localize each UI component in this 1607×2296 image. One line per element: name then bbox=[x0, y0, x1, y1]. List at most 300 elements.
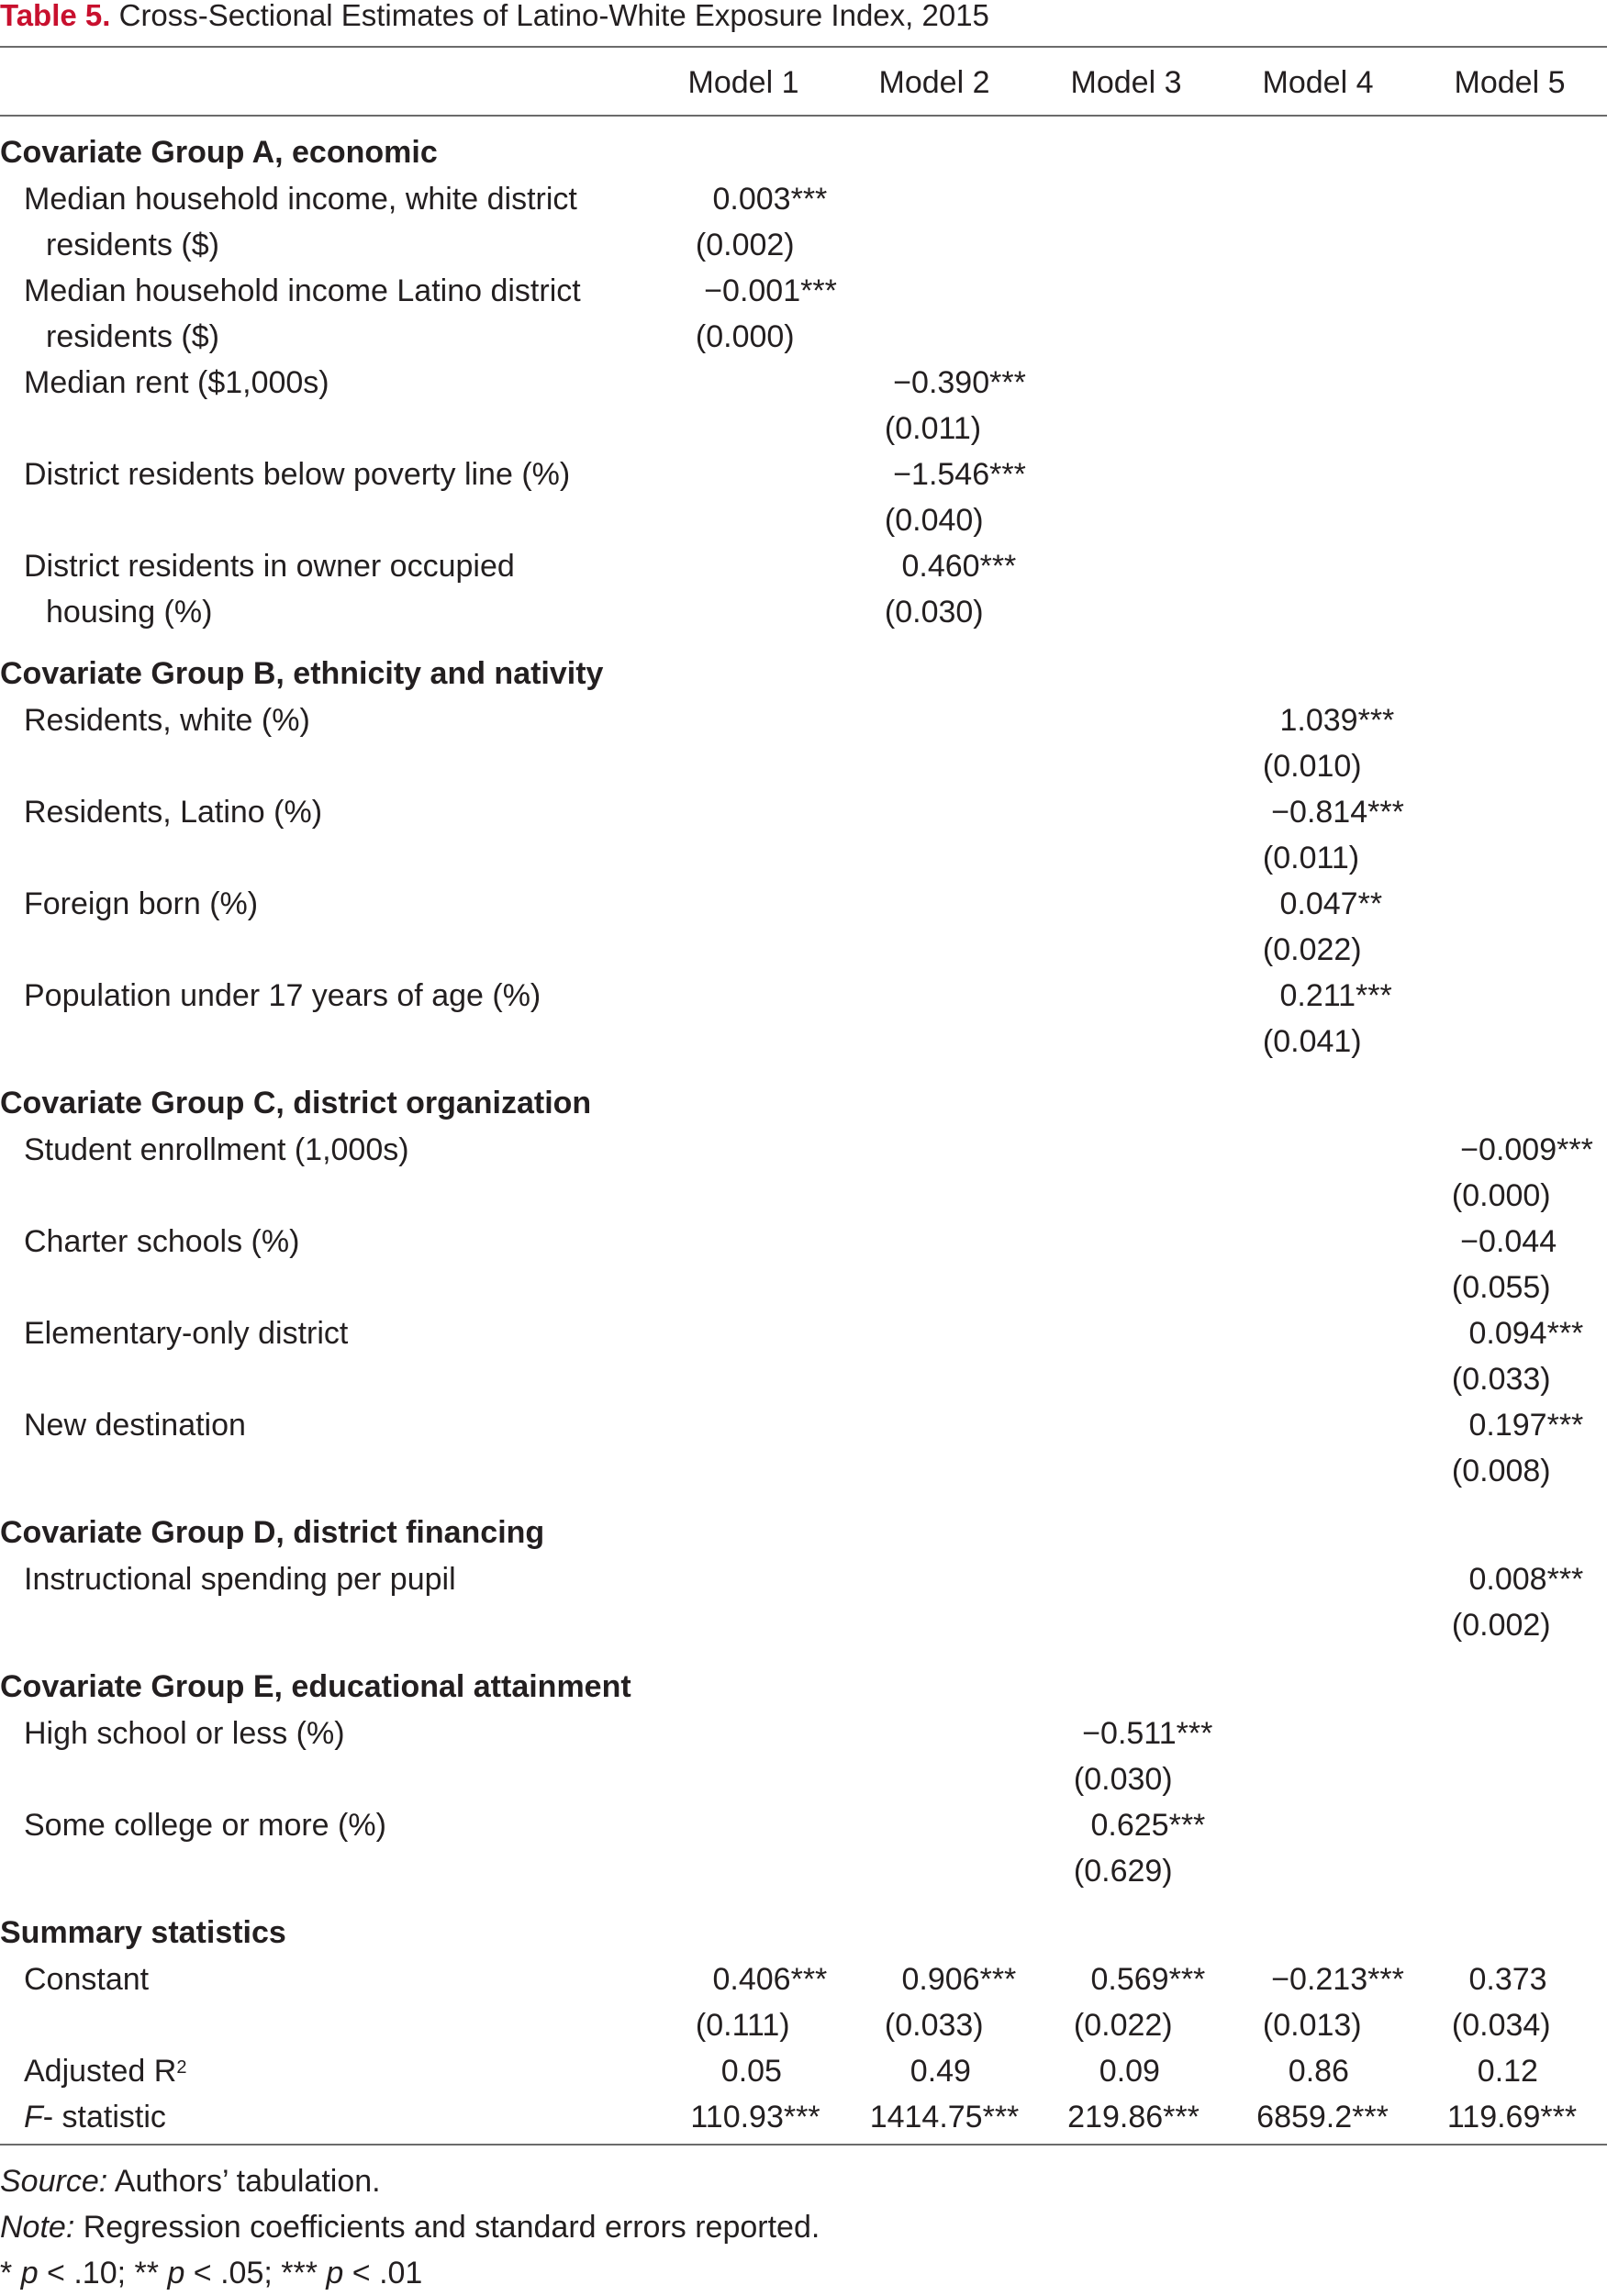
empty-cell bbox=[1039, 360, 1228, 406]
empty-cell bbox=[1039, 1509, 1228, 1556]
standard-error: (0.013) bbox=[1262, 2008, 1362, 2043]
table-row-continuation bbox=[0, 1019, 1607, 1064]
coefficient: 0.373 bbox=[1468, 1962, 1547, 1997]
standard-error: (0.033) bbox=[1451, 1362, 1551, 1397]
empty-cell bbox=[850, 1173, 1039, 1219]
coefficient: −0.213*** bbox=[1271, 1962, 1404, 1997]
group-spacer bbox=[0, 1648, 1607, 1663]
model-1-se bbox=[661, 2002, 850, 2048]
row-label: Population under 17 years of age (%) bbox=[24, 978, 541, 1013]
top-rule bbox=[0, 46, 1607, 48]
empty-cell bbox=[661, 1402, 850, 1448]
empty-cell bbox=[850, 1848, 1039, 1894]
group-spacer bbox=[0, 1064, 1607, 1079]
table-row-continuation bbox=[0, 1602, 1607, 1648]
empty-cell bbox=[1417, 222, 1607, 268]
empty-cell bbox=[850, 1265, 1039, 1310]
empty-cell bbox=[850, 1602, 1039, 1648]
empty-cell bbox=[1228, 314, 1417, 360]
model-4-value bbox=[1228, 2048, 1417, 2094]
row-label bbox=[0, 2048, 661, 2094]
spacer-cell bbox=[0, 635, 1607, 650]
coefficient: 1.039*** bbox=[1279, 703, 1395, 738]
table-row-continuation bbox=[0, 222, 1607, 268]
model-4-coef bbox=[1228, 973, 1417, 1019]
empty-cell bbox=[661, 1219, 850, 1265]
empty-cell bbox=[850, 1079, 1039, 1127]
header-rule bbox=[0, 115, 1607, 117]
model-2-coef bbox=[850, 1956, 1039, 2002]
empty-cell bbox=[1228, 543, 1417, 589]
model-3-se bbox=[1039, 1756, 1228, 1802]
model-4-se bbox=[1228, 1019, 1417, 1064]
empty-cell bbox=[1039, 1356, 1228, 1402]
empty-cell bbox=[1039, 1556, 1228, 1602]
group-label: Summary statistics bbox=[0, 1915, 286, 1950]
empty-cell bbox=[1039, 789, 1228, 835]
table-caption: Cross-Sectional Estimates of Latino-White Exposure Index, 2015 bbox=[118, 0, 989, 32]
empty-cell bbox=[850, 1019, 1039, 1064]
empty-cell bbox=[1228, 1848, 1417, 1894]
model-5-se bbox=[1417, 1173, 1607, 1219]
empty-cell bbox=[1228, 1356, 1417, 1402]
group-header-b bbox=[0, 650, 1607, 697]
coefficient: 0.197*** bbox=[1468, 1408, 1584, 1443]
standard-error: (0.022) bbox=[1073, 2008, 1173, 2043]
standard-error: 6859.2*** bbox=[1256, 2100, 1389, 2134]
group-label: Covariate Group A, economic bbox=[0, 135, 438, 170]
row-label: Median rent ($1,000s) bbox=[24, 365, 329, 400]
model-5-se bbox=[1417, 1448, 1607, 1494]
standard-error: 119.69*** bbox=[1446, 2100, 1578, 2134]
table-row-continuation bbox=[0, 927, 1607, 973]
standard-error: 110.93*** bbox=[690, 2100, 820, 2134]
standard-error: (0.111) bbox=[695, 2008, 790, 2043]
empty-cell bbox=[661, 1356, 850, 1402]
empty-cell bbox=[1039, 497, 1228, 543]
spacer-cell bbox=[0, 1064, 1607, 1079]
model-5-se bbox=[1417, 1602, 1607, 1648]
model-4-coef bbox=[1228, 789, 1417, 835]
empty-cell bbox=[661, 1756, 850, 1802]
column-header-model-1: Model 1 bbox=[687, 65, 799, 100]
table-row-continuation bbox=[0, 743, 1607, 789]
table-row-continuation bbox=[0, 1448, 1607, 1494]
model-1-value bbox=[661, 2094, 850, 2140]
group-spacer bbox=[0, 1494, 1607, 1509]
empty-cell bbox=[850, 789, 1039, 835]
empty-cell bbox=[1228, 1310, 1417, 1356]
model-5-se bbox=[1417, 1265, 1607, 1310]
standard-error: 0.49 bbox=[910, 2054, 971, 2089]
empty-cell bbox=[1228, 1756, 1417, 1802]
empty-cell bbox=[1417, 497, 1607, 543]
empty-cell bbox=[661, 1019, 850, 1064]
empty-cell bbox=[661, 1310, 850, 1356]
row-label: District residents below poverty line (%) bbox=[24, 457, 571, 492]
model-4-value bbox=[1228, 2094, 1417, 2140]
model-3-coef bbox=[1039, 1711, 1228, 1756]
empty-cell bbox=[1039, 1079, 1228, 1127]
empty-cell bbox=[1228, 1509, 1417, 1556]
standard-error: (0.010) bbox=[1262, 749, 1362, 784]
row-label-continuation bbox=[0, 1173, 661, 1219]
table-row-continuation bbox=[0, 1848, 1607, 1894]
empty-cell bbox=[850, 1909, 1039, 1956]
empty-cell bbox=[1039, 650, 1228, 697]
empty-cell bbox=[850, 927, 1039, 973]
empty-cell bbox=[661, 1173, 850, 1219]
standard-error: (0.033) bbox=[884, 2008, 984, 2043]
empty-cell bbox=[661, 973, 850, 1019]
empty-cell bbox=[1039, 176, 1228, 222]
empty-cell bbox=[1417, 176, 1607, 222]
empty-cell bbox=[1039, 451, 1228, 497]
table-row-continuation bbox=[0, 1356, 1607, 1402]
model-5-se bbox=[1417, 1356, 1607, 1402]
empty-cell bbox=[1228, 1448, 1417, 1494]
standard-error: (0.008) bbox=[1451, 1454, 1551, 1488]
empty-cell bbox=[1417, 1802, 1607, 1848]
row-label: Constant bbox=[24, 1962, 150, 1997]
table-row bbox=[0, 1711, 1607, 1756]
empty-cell bbox=[661, 1711, 850, 1756]
regression-table bbox=[0, 128, 1607, 2140]
table-row bbox=[0, 268, 1607, 314]
empty-cell bbox=[850, 1310, 1039, 1356]
empty-cell bbox=[661, 881, 850, 927]
empty-cell bbox=[1228, 268, 1417, 314]
empty-cell bbox=[1039, 1663, 1228, 1711]
coefficient: 0.003*** bbox=[712, 182, 828, 217]
constant-se-row bbox=[0, 2002, 1607, 2048]
model-5-value bbox=[1417, 2094, 1607, 2140]
empty-cell bbox=[1039, 881, 1228, 927]
empty-cell bbox=[1228, 1219, 1417, 1265]
model-5-coef bbox=[1417, 1219, 1607, 1265]
model-4-se bbox=[1228, 743, 1417, 789]
empty-cell bbox=[661, 406, 850, 451]
model-3-value bbox=[1039, 2048, 1228, 2094]
row-label-continuation bbox=[0, 743, 661, 789]
coefficient: −0.044 bbox=[1460, 1224, 1557, 1259]
column-header-model-4: Model 4 bbox=[1262, 65, 1374, 100]
model-1-coef bbox=[661, 176, 850, 222]
standard-error: (0.030) bbox=[1073, 1762, 1173, 1797]
model-5-value bbox=[1417, 2048, 1607, 2094]
empty-cell bbox=[1039, 222, 1228, 268]
model-2-coef bbox=[850, 451, 1039, 497]
group-spacer bbox=[0, 1894, 1607, 1909]
table-row-continuation bbox=[0, 1756, 1607, 1802]
model-4-coef bbox=[1228, 1956, 1417, 2002]
model-2-coef bbox=[850, 543, 1039, 589]
spacer-cell bbox=[0, 1894, 1607, 1909]
adjusted-r2-label: Adjusted R bbox=[24, 2054, 177, 2089]
empty-cell bbox=[1228, 1909, 1417, 1956]
row-label-continuation: residents ($) bbox=[46, 228, 219, 262]
standard-error: (0.034) bbox=[1451, 2008, 1551, 2043]
empty-cell bbox=[1417, 451, 1607, 497]
table-row bbox=[0, 973, 1607, 1019]
table-row bbox=[0, 1402, 1607, 1448]
empty-cell bbox=[1039, 1448, 1228, 1494]
model-2-se bbox=[850, 497, 1039, 543]
adjusted-r2-row bbox=[0, 2048, 1607, 2094]
empty-cell bbox=[850, 1402, 1039, 1448]
model-5-coef bbox=[1417, 1310, 1607, 1356]
model-2-se bbox=[850, 589, 1039, 635]
model-3-se bbox=[1039, 2002, 1228, 2048]
empty-cell bbox=[1228, 1711, 1417, 1756]
empty-cell bbox=[1228, 128, 1417, 176]
empty-cell bbox=[661, 650, 850, 697]
table-row-continuation bbox=[0, 406, 1607, 451]
empty-cell bbox=[1228, 1173, 1417, 1219]
empty-cell bbox=[1417, 881, 1607, 927]
empty-cell bbox=[1417, 650, 1607, 697]
coefficient: −1.546*** bbox=[893, 457, 1026, 492]
empty-cell bbox=[661, 1848, 850, 1894]
empty-cell bbox=[1039, 1265, 1228, 1310]
standard-error: (0.011) bbox=[884, 411, 982, 446]
row-label-continuation bbox=[0, 497, 661, 543]
empty-cell bbox=[1039, 973, 1228, 1019]
empty-cell bbox=[850, 835, 1039, 881]
standard-error: (0.000) bbox=[695, 319, 795, 354]
model-2-value bbox=[850, 2048, 1039, 2094]
model-1-se bbox=[661, 222, 850, 268]
standard-error: 0.09 bbox=[1099, 2054, 1160, 2089]
empty-cell bbox=[1228, 1802, 1417, 1848]
empty-cell bbox=[1417, 1663, 1607, 1711]
empty-cell bbox=[1039, 1219, 1228, 1265]
empty-cell bbox=[1417, 1019, 1607, 1064]
empty-cell bbox=[1417, 406, 1607, 451]
empty-cell bbox=[661, 589, 850, 635]
table-row bbox=[0, 697, 1607, 743]
standard-error: 0.05 bbox=[720, 2054, 782, 2089]
table-title bbox=[0, 0, 989, 46]
empty-cell bbox=[850, 268, 1039, 314]
empty-cell bbox=[850, 1802, 1039, 1848]
empty-cell bbox=[850, 1556, 1039, 1602]
coefficient: 0.460*** bbox=[901, 549, 1017, 584]
table-number: Table 5. bbox=[0, 0, 111, 32]
empty-cell bbox=[850, 881, 1039, 927]
empty-cell bbox=[850, 1219, 1039, 1265]
model-3-coef bbox=[1039, 1956, 1228, 2002]
group-header-a bbox=[0, 128, 1607, 176]
empty-cell bbox=[1417, 927, 1607, 973]
row-label: Instructional spending per pupil bbox=[24, 1562, 456, 1597]
empty-cell bbox=[661, 1802, 850, 1848]
f-italic: F bbox=[24, 2100, 43, 2134]
table-notes bbox=[0, 2158, 820, 2296]
empty-cell bbox=[1417, 835, 1607, 881]
model-1-coef bbox=[661, 1956, 850, 2002]
empty-cell bbox=[661, 1602, 850, 1648]
standard-error: (0.629) bbox=[1073, 1854, 1173, 1889]
empty-cell bbox=[1228, 360, 1417, 406]
table-row-continuation bbox=[0, 497, 1607, 543]
row-label-continuation bbox=[0, 2002, 661, 2048]
coefficient: 0.211*** bbox=[1279, 978, 1392, 1013]
empty-cell bbox=[1417, 128, 1607, 176]
source-note: Source: Authors’ tabulation. bbox=[0, 2164, 381, 2199]
empty-cell bbox=[850, 314, 1039, 360]
row-label: Residents, Latino (%) bbox=[24, 795, 323, 830]
empty-cell bbox=[1039, 1310, 1228, 1356]
f-statistic-row bbox=[0, 2094, 1607, 2140]
standard-error: (0.055) bbox=[1451, 1270, 1551, 1305]
empty-cell bbox=[1228, 222, 1417, 268]
row-label bbox=[0, 2094, 661, 2140]
row-label-continuation bbox=[0, 1602, 661, 1648]
empty-cell bbox=[661, 1556, 850, 1602]
empty-cell bbox=[661, 360, 850, 406]
standard-error: (0.030) bbox=[884, 595, 984, 630]
constant-row bbox=[0, 1956, 1607, 2002]
empty-cell bbox=[1228, 589, 1417, 635]
empty-cell bbox=[850, 1711, 1039, 1756]
row-label-continuation: residents ($) bbox=[46, 319, 219, 354]
model-2-se bbox=[850, 406, 1039, 451]
model-1-se bbox=[661, 314, 850, 360]
standard-error: (0.040) bbox=[884, 503, 984, 538]
table-row-continuation bbox=[0, 835, 1607, 881]
model-5-coef bbox=[1417, 1127, 1607, 1173]
table-row-continuation bbox=[0, 314, 1607, 360]
empty-cell bbox=[1228, 1265, 1417, 1310]
group-spacer bbox=[0, 635, 1607, 650]
empty-cell bbox=[850, 1663, 1039, 1711]
f-statistic-label: - statistic bbox=[42, 2100, 166, 2134]
row-label-continuation: housing (%) bbox=[46, 595, 213, 630]
empty-cell bbox=[1417, 268, 1607, 314]
table-row bbox=[0, 176, 1607, 222]
empty-cell bbox=[1039, 128, 1228, 176]
empty-cell bbox=[1228, 650, 1417, 697]
empty-cell bbox=[1039, 406, 1228, 451]
group-header-c bbox=[0, 1079, 1607, 1127]
row-label: Student enrollment (1,000s) bbox=[24, 1132, 409, 1167]
table-row bbox=[0, 1127, 1607, 1173]
empty-cell bbox=[850, 1756, 1039, 1802]
empty-cell bbox=[1039, 743, 1228, 789]
empty-cell bbox=[850, 1509, 1039, 1556]
coefficient: −0.814*** bbox=[1271, 795, 1404, 830]
row-label: Median household income, white district bbox=[24, 182, 577, 217]
empty-cell bbox=[1039, 1402, 1228, 1448]
empty-cell bbox=[850, 973, 1039, 1019]
spacer-cell bbox=[0, 1648, 1607, 1663]
empty-cell bbox=[1417, 360, 1607, 406]
standard-error: (0.000) bbox=[1451, 1178, 1551, 1213]
column-header-model-3: Model 3 bbox=[1070, 65, 1182, 100]
row-label: Foreign born (%) bbox=[24, 886, 259, 921]
empty-cell bbox=[1417, 743, 1607, 789]
table-row bbox=[0, 789, 1607, 835]
group-label: Covariate Group D, district financing bbox=[0, 1515, 545, 1550]
standard-error: (0.002) bbox=[1451, 1608, 1551, 1643]
empty-cell bbox=[661, 743, 850, 789]
row-label-continuation bbox=[0, 1265, 661, 1310]
empty-cell bbox=[661, 1663, 850, 1711]
standard-error: 0.86 bbox=[1288, 2054, 1349, 2089]
model-4-se bbox=[1228, 2002, 1417, 2048]
bottom-rule bbox=[0, 2144, 1607, 2146]
row-label-continuation bbox=[0, 1019, 661, 1064]
table-row bbox=[0, 1802, 1607, 1848]
note-line: Note: Regression coefficients and standard errors reported. bbox=[0, 2210, 820, 2245]
coefficient: 0.569*** bbox=[1090, 1962, 1206, 1997]
column-header-model-5: Model 5 bbox=[1454, 65, 1566, 100]
empty-cell bbox=[661, 1448, 850, 1494]
coefficient: −0.001*** bbox=[704, 273, 837, 308]
row-label: Residents, white (%) bbox=[24, 703, 310, 738]
empty-cell bbox=[850, 697, 1039, 743]
empty-cell bbox=[1228, 1663, 1417, 1711]
table-row-continuation bbox=[0, 1173, 1607, 1219]
empty-cell bbox=[1417, 1848, 1607, 1894]
empty-cell bbox=[850, 1448, 1039, 1494]
empty-cell bbox=[661, 927, 850, 973]
group-label: Covariate Group B, ethnicity and nativity bbox=[0, 656, 604, 691]
standard-error: 0.12 bbox=[1477, 2054, 1538, 2089]
empty-cell bbox=[850, 650, 1039, 697]
model-2-coef bbox=[850, 360, 1039, 406]
coefficient: −0.390*** bbox=[893, 365, 1026, 400]
row-label-continuation bbox=[0, 1448, 661, 1494]
group-header-e bbox=[0, 1663, 1607, 1711]
empty-cell bbox=[661, 451, 850, 497]
empty-cell bbox=[1228, 176, 1417, 222]
row-label-continuation bbox=[0, 927, 661, 973]
empty-cell bbox=[1039, 268, 1228, 314]
row-label: District residents in owner occupied bbox=[24, 549, 515, 584]
group-label: Covariate Group C, district organization bbox=[0, 1086, 592, 1120]
empty-cell bbox=[1039, 927, 1228, 973]
empty-cell bbox=[1039, 1602, 1228, 1648]
table-row bbox=[0, 451, 1607, 497]
table-row bbox=[0, 881, 1607, 927]
empty-cell bbox=[661, 789, 850, 835]
empty-cell bbox=[1039, 697, 1228, 743]
standard-error: (0.041) bbox=[1262, 1024, 1362, 1059]
empty-cell bbox=[1417, 314, 1607, 360]
table-row-continuation bbox=[0, 589, 1607, 635]
coefficient: 0.906*** bbox=[901, 1962, 1017, 1997]
empty-cell bbox=[661, 1909, 850, 1956]
table-row bbox=[0, 1219, 1607, 1265]
empty-cell bbox=[661, 835, 850, 881]
empty-cell bbox=[661, 543, 850, 589]
row-label: New destination bbox=[24, 1408, 246, 1443]
row-label: Median household income Latino district bbox=[24, 273, 581, 308]
empty-cell bbox=[1417, 543, 1607, 589]
empty-cell bbox=[1417, 973, 1607, 1019]
empty-cell bbox=[1039, 314, 1228, 360]
table-row bbox=[0, 1556, 1607, 1602]
empty-cell bbox=[1417, 1756, 1607, 1802]
empty-cell bbox=[850, 1356, 1039, 1402]
model-2-value bbox=[850, 2094, 1039, 2140]
empty-cell bbox=[1039, 1909, 1228, 1956]
empty-cell bbox=[1417, 1909, 1607, 1956]
row-label-continuation bbox=[0, 835, 661, 881]
standard-error: 219.86*** bbox=[1067, 2100, 1200, 2134]
